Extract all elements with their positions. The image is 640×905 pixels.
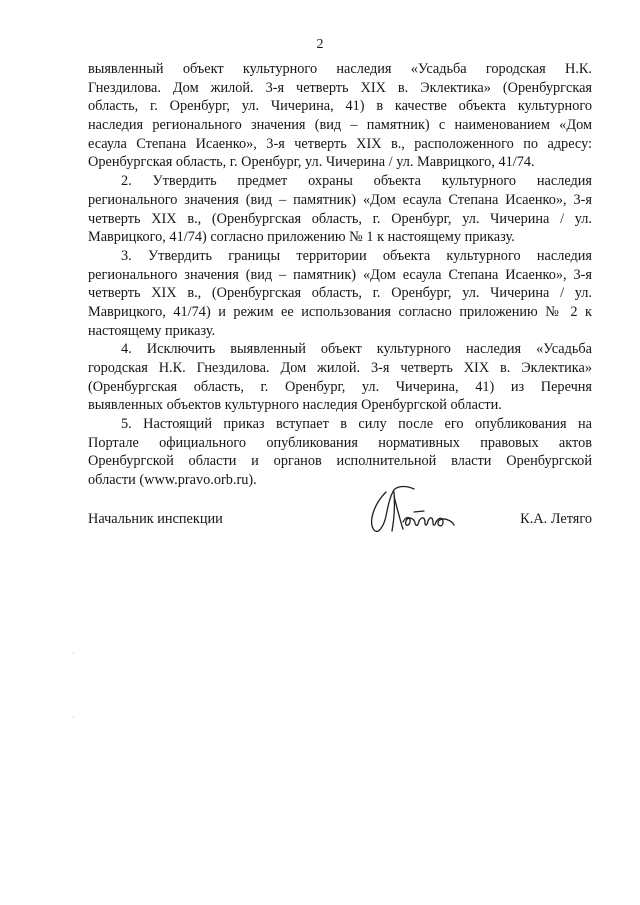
- handwritten-signature: [364, 482, 460, 538]
- text-line: настоящему приказу.: [88, 322, 216, 339]
- text-line: область, г. Оренбург, ул. Чичерина, 41) в качестве объекта культурного: [88, 98, 592, 115]
- text-line: 5. Настоящий приказ вступает в силу после его опубликования на: [121, 416, 592, 433]
- text-line: есаула Степана Исаенко», 3-я четверть XIX в., расположенного по адресу:: [88, 135, 592, 152]
- text-line: области (www.pravo.orb.ru).: [88, 472, 257, 489]
- text-line: Маврицкого, 41/74) согласно приложению № 1 к настоящему приказу.: [88, 229, 515, 246]
- paragraph-item-3: [88, 247, 592, 340]
- signature-block: [88, 482, 592, 542]
- paragraph-item-2: [88, 172, 592, 247]
- scan-artifact: [73, 652, 74, 654]
- signer-title: Начальник инспекции: [88, 511, 223, 527]
- paragraph-item-5: [88, 415, 592, 490]
- text-line: городская Н.К. Гнездилова. Дом жилой. 3-я четверть XIX в. Эклектика»: [88, 360, 592, 376]
- text-line: выявленный объект культурного наследия «Усадьба городская Н.К.: [88, 61, 592, 77]
- text-line: Оренбургская область, г. Оренбург, ул. Чичерина / ул. Маврицкого, 41/74.: [88, 154, 535, 171]
- text-line: (Оренбургская область, г. Оренбург, ул. Чичерина, 41) из Перечня: [88, 378, 592, 395]
- paragraph-continuation: [88, 60, 592, 172]
- paragraph-item-4: [88, 340, 592, 415]
- scan-artifact: [73, 716, 74, 718]
- text-line: Оренбургской области и органов исполнительной власти Оренбургской: [88, 453, 592, 470]
- text-line: 2. Утвердить предмет охраны объекта культурного наследия: [121, 173, 592, 190]
- document-body: [88, 60, 592, 490]
- text-line: Маврицкого, 41/74) и режим ее использования согласно приложению № 2 к: [88, 303, 592, 320]
- text-line: наследия регионального значения (вид – памятник) с наименованием «Дом: [88, 117, 592, 134]
- text-line: Портале официального опубликования нормативных правовых актов: [88, 434, 592, 451]
- text-line: четверть XIX в., (Оренбургская область, г. Оренбург, ул. Чичерина / ул.: [88, 285, 592, 302]
- text-line: регионального значения (вид – памятник) «Дом есаула Степана Исаенко», 3-я: [88, 266, 592, 283]
- text-line: четверть XIX в., (Оренбургская область, г. Оренбург, ул. Чичерина / ул.: [88, 210, 592, 227]
- text-line: Гнездилова. Дом жилой. 3-я четверть XIX в. Эклектика» (Оренбургская: [88, 79, 592, 96]
- text-line: 4. Исключить выявленный объект культурного наследия «Усадьба: [121, 341, 592, 358]
- page-number: 2: [316, 37, 324, 52]
- text-line: регионального значения (вид – памятник) «Дом есаула Степана Исаенко», 3-я: [88, 191, 592, 208]
- text-line: выявленных объектов культурного наследия Оренбургской области.: [88, 397, 502, 414]
- signer-name: К.А. Летяго: [520, 511, 592, 527]
- text-line: 3. Утвердить границы территории объекта культурного наследия: [121, 247, 592, 264]
